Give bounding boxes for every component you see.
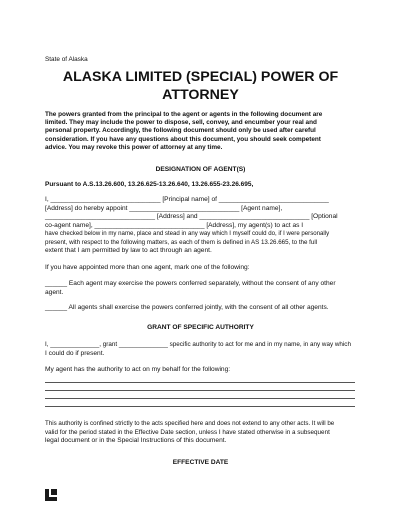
designation-heading: DESIGNATION OF AGENT(S) xyxy=(155,166,246,173)
option-joint-line: ______ All agents shall exercise the powers conferred jointly, with the consent of all other agents. xyxy=(45,304,329,311)
intro-line: consideration. If you have any questions about this document, you should seek competent xyxy=(45,135,321,143)
designation-line: co-agent name], ______________________________ [Address], my agent(s) to act as I xyxy=(45,221,304,229)
document-title-line-2: ATTORNEY xyxy=(162,87,239,103)
confined-line: valid for the period stated in the Effective Date section, unless I have stated otherwise in a subsequent xyxy=(45,428,330,436)
designation-line: present, with respect to the following matters, as each of them is defined in AS 13.26.665, to the full xyxy=(45,238,318,246)
intro-warning xyxy=(45,111,322,152)
effective-date-heading: EFFECTIVE DATE xyxy=(172,459,229,466)
document-title-line-1: ALASKA LIMITED (SPECIAL) POWER OF xyxy=(62,69,339,85)
intro-line: personal property. Accordingly, the following document should only be used after careful xyxy=(45,127,316,135)
blank-line xyxy=(45,406,355,407)
state-label: State of Alaska xyxy=(45,56,88,63)
option-separate-line: agent. xyxy=(45,288,64,296)
designation-line: extent that I am permitted by law to act through an agent. xyxy=(45,247,212,254)
intro-line: limited. They may include the power to dispose, sell, convey, and encumber your real and xyxy=(45,119,317,127)
specific-authority-heading: GRANT OF SPECIFIC AUTHORITY xyxy=(147,324,254,331)
blank-line xyxy=(45,398,355,399)
multi-agent-prompt: If you have appointed more than one agent, mark one of the following: xyxy=(45,264,250,271)
option-separate-line: ______ Each agent may exercise the powers conferred separately, without the consent of any other xyxy=(45,280,336,287)
designation-line: have checked below in my name, place and stead in any way which I myself could do, if I were personally xyxy=(45,230,330,237)
intro-line: advice. You may revoke this power of attorney at any time. xyxy=(45,143,223,151)
legal-templates-logo-icon xyxy=(44,488,58,502)
blank-line xyxy=(45,390,355,391)
statute-line: Pursuant to A.S.13.26.600, 13.26.625-13.26.640, 13.26.655-23.26.695, xyxy=(45,181,254,188)
designation-line: I, ______________________________ [Principal name] of ______________________________ xyxy=(45,196,329,203)
specific-authority-line: I, ______________, grant ______________ specific authority to act for me and in my name, in any way which xyxy=(45,341,351,348)
logo-square xyxy=(51,489,57,495)
intro-line: The powers granted from the principal to the agent or agents in the following document are xyxy=(45,111,323,118)
confined-line: legal document or in the Special Instructions of this document. xyxy=(45,437,227,444)
designation-line: [Address] do hereby appoint ______________________________ [Agent name], xyxy=(45,204,283,212)
authority-prompt: My agent has the authority to act on my behalf for the following: xyxy=(45,366,231,373)
designation-line: ______________________________ [Address] and ______________________________ [Optional xyxy=(45,213,338,220)
logo-bar-horizontal xyxy=(45,497,57,501)
confined-line: This authority is confined strictly to the acts specified here and does not extend to any other acts. It will be xyxy=(45,420,335,427)
blank-line xyxy=(45,382,355,383)
specific-authority-line: I could do if present. xyxy=(45,349,105,357)
